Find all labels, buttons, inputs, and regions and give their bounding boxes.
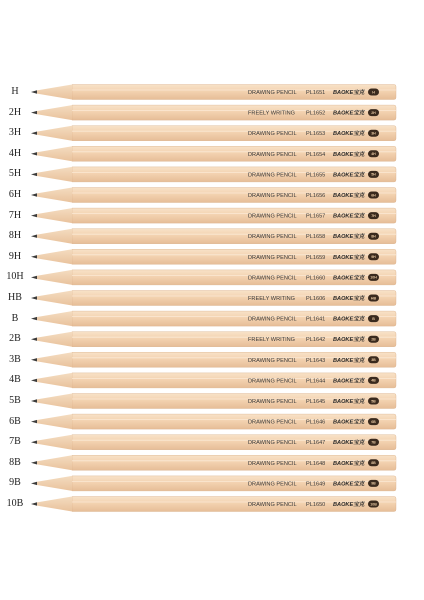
pencil-code: PL1645 [306,399,326,405]
pencil-label: DRAWING PENCIL [248,213,297,220]
pencil-label: DRAWING PENCIL [248,254,297,261]
pencil-label: DRAWING PENCIL [248,234,297,241]
pencil-4h [31,146,396,161]
pencil-brand-logo: BAOKE宝克 [333,110,365,117]
pencil-label: DRAWING PENCIL [248,275,297,282]
pencil-6b [31,414,396,429]
pencil-code: PL1642 [306,337,326,344]
pencil-grade-badge-text: 9B [371,481,376,486]
pencil-label: DRAWING PENCIL [248,172,297,179]
pencil-brand-logo: BAOKE宝克 [333,193,365,199]
pencil-9b [31,476,396,491]
pencil-sharpened-tip [37,332,72,347]
pencil-brand-logo: BAOKE宝克 [333,296,365,302]
grade-label: 5B [9,395,21,406]
pencil-lead [31,482,37,485]
pencil-brand-logo: BAOKE宝克 [333,131,365,138]
pencil-label: DRAWING PENCIL [248,131,297,138]
pencil-grade-badge-text: B [372,316,375,321]
grade-label: 4H [8,147,22,159]
pencil-lead [31,399,37,402]
pencil-label: DRAWING PENCIL [248,316,297,323]
pencil-brand-logo: BAOKE宝克 [333,234,365,241]
pencil-brand-logo: BAOKE宝克 [333,502,365,508]
pencil-brand-logo: BAOKE宝克 [333,481,365,488]
pencil-sharpened-tip [37,291,72,306]
pencil-3b [31,352,396,367]
pencil-label: DRAWING PENCIL [248,193,297,199]
pencil-grade-badge-text: 2H [371,110,376,115]
pencil-lead [31,214,37,217]
pencil-label: DRAWING PENCIL [248,460,297,467]
pencil-brand-logo: BAOKE宝克 [333,378,365,385]
pencil-label: DRAWING PENCIL [248,90,297,96]
grade-label: 3H [8,127,22,139]
pencil-sharpened-tip [37,146,72,161]
pencil-brand-logo: BAOKE宝克 [333,440,365,447]
pencil-7b [31,435,396,450]
grade-label: 8H [8,230,22,242]
grade-label: 10H [6,271,24,283]
pencil-code: PL1647 [306,440,326,447]
grade-label: 6B [9,415,21,427]
pencil-sharpened-tip [37,188,72,203]
pencil-brand-logo: BAOKE宝克 [333,419,365,426]
pencil-hb [31,291,396,306]
pencil-grade-badge-text: 4B [371,378,376,383]
pencil-sharpened-tip [37,352,72,367]
grade-label: B [11,312,19,324]
pencil-sharpened-tip [37,167,72,182]
pencil-label: FREELY WRITING [248,296,296,302]
pencil-grade-badge-text: 6B [371,419,376,424]
pencil-brand-logo: BAOKE宝克 [333,316,365,323]
pencil-brand-logo: BAOKE宝克 [333,460,365,467]
pencil-5h [31,167,396,182]
pencil-brand-logo: BAOKE宝克 [333,337,365,344]
pencil-grade-badge-text: 10B [370,502,377,507]
pencil-lead [31,502,37,505]
pencil-2h [31,105,396,120]
pencil-lead [31,152,37,155]
pencil-4b [31,373,396,388]
pencil-grade-badge-text: 3B [371,358,376,363]
grade-label: 8B [9,456,21,468]
pencil-code: PL1641 [306,316,326,323]
pencil-grade-badge-text: 8H [371,234,376,239]
pencil-lead [31,420,37,423]
pencil-sharpened-tip [37,249,72,264]
pencil-sharpened-tip [37,497,72,512]
pencil-code: PL1644 [306,378,326,385]
pencil-code: PL1658 [306,234,326,241]
grade-label: 9H [8,250,22,262]
grade-label: 6H [8,189,22,200]
pencil-grade-badge-text: H [372,90,375,95]
pencil-label: DRAWING PENCIL [248,399,297,405]
pencil-brand-logo: BAOKE宝克 [333,151,365,158]
pencil-grade-badge-text: 7B [371,440,376,445]
pencil-brand-logo: BAOKE宝克 [333,172,365,179]
pencil-lead [31,296,37,299]
pencil-grade-badge-text: 3H [371,131,376,136]
pencil-brand-logo: BAOKE宝克 [333,399,365,405]
pencil-label: FREELY WRITING [248,337,296,344]
pencil-sharpened-tip [37,414,72,429]
pencil-code: PL1655 [306,172,326,179]
pencil-6h [31,188,396,203]
pencil-label: FREELY WRITING [248,110,296,117]
pencil-lead [31,90,37,93]
pencil-10h [31,270,396,285]
grade-label: 5H [8,168,22,180]
pencil-brand-logo: BAOKE宝克 [333,357,365,364]
pencil-sharpened-tip [37,85,72,100]
pencil-7h [31,208,396,223]
pencil-lead [31,132,37,135]
pencil-5b [31,394,396,409]
pencil-10b [31,497,396,512]
grade-label: 7B [9,436,21,448]
pencil-lead [31,193,37,196]
pencil-9h [31,249,396,264]
grade-label: HB [8,292,22,303]
pencil-lead [31,235,37,238]
pencil-b [31,311,396,326]
pencil-label: DRAWING PENCIL [248,151,297,158]
pencil-code: PL1649 [306,481,326,488]
pencil-brand-logo: BAOKE宝克 [333,254,365,261]
pencil-sharpened-tip [37,270,72,285]
pencil-label: DRAWING PENCIL [248,440,297,447]
pencil-code: PL1643 [306,357,326,364]
grade-label: 10B [6,498,24,509]
pencil-code: PL1651 [306,90,326,96]
pencil-8b [31,455,396,470]
pencil-grade-badge-text: 10H [370,275,377,280]
pencil-label: DRAWING PENCIL [248,419,297,426]
pencil-lead [31,276,37,279]
pencil-code: PL1659 [306,254,326,261]
pencil-sharpened-tip [37,208,72,223]
grade-label: 3B [9,353,21,365]
pencil-lead [31,173,37,176]
pencil-3h [31,126,396,141]
pencil-grade-badge-text: 5H [371,172,376,177]
pencil-lead [31,317,37,320]
pencil-label: DRAWING PENCIL [248,502,297,508]
pencil-lead [31,111,37,114]
pencil-lead [31,255,37,258]
pencil-sharpened-tip [37,105,72,120]
pencil-code: PL1652 [306,110,326,117]
pencil-grade-badge-text: 7H [371,213,376,218]
grade-label: 4B [9,374,21,386]
pencil-h [31,85,396,100]
pencil-brand-logo: BAOKE宝克 [333,275,365,282]
pencil-grade-badge-text: 6H [371,193,376,198]
pencil-lead [31,379,37,382]
pencil-label: DRAWING PENCIL [248,481,297,488]
pencil-code: PL1606 [306,296,326,302]
pencil-sharpened-tip [37,435,72,450]
pencil-code: PL1660 [306,275,326,282]
pencil-code: PL1653 [306,131,326,138]
pencil-lead [31,461,37,464]
pencil-code: PL1648 [306,460,326,467]
pencil-8h [31,229,396,244]
pencil-code: PL1654 [306,151,326,158]
pencil-brand-logo: BAOKE宝克 [333,213,365,220]
pencil-lead [31,358,37,361]
pencil-sharpened-tip [37,373,72,388]
pencil-grade-badge-text: 5B [371,399,376,404]
pencil-grade-badge-text: 9H [371,255,376,260]
pencil-sharpened-tip [37,476,72,491]
pencil-sharpened-tip [37,455,72,470]
pencil-sharpened-tip [37,126,72,141]
pencil-label: DRAWING PENCIL [248,378,297,385]
pencil-grade-badge-text: HB [370,296,377,301]
grade-label: 9B [9,477,21,489]
pencil-sharpened-tip [37,229,72,244]
pencil-lead [31,441,37,444]
grade-label: H [11,86,19,97]
pencil-label: DRAWING PENCIL [248,357,297,364]
pencil-lead [31,338,37,341]
grade-label: 2B [9,333,21,345]
pencil-code: PL1650 [306,502,326,508]
pencil-code: PL1657 [306,213,326,220]
pencil-brand-logo: BAOKE宝克 [333,90,365,96]
pencil-grade-badge-text: 2B [371,337,376,342]
pencil-sharpened-tip [37,311,72,326]
grade-label: 7H [8,209,22,221]
grade-label: 2H [8,106,22,118]
pencil-code: PL1656 [306,193,326,199]
pencil-grade-badge-text: 8B [371,461,376,466]
pencil-grade-badge-text: 4H [371,152,376,157]
pencil-code: PL1646 [306,419,326,426]
pencil-sharpened-tip [37,394,72,409]
pencil-2b [31,332,396,347]
